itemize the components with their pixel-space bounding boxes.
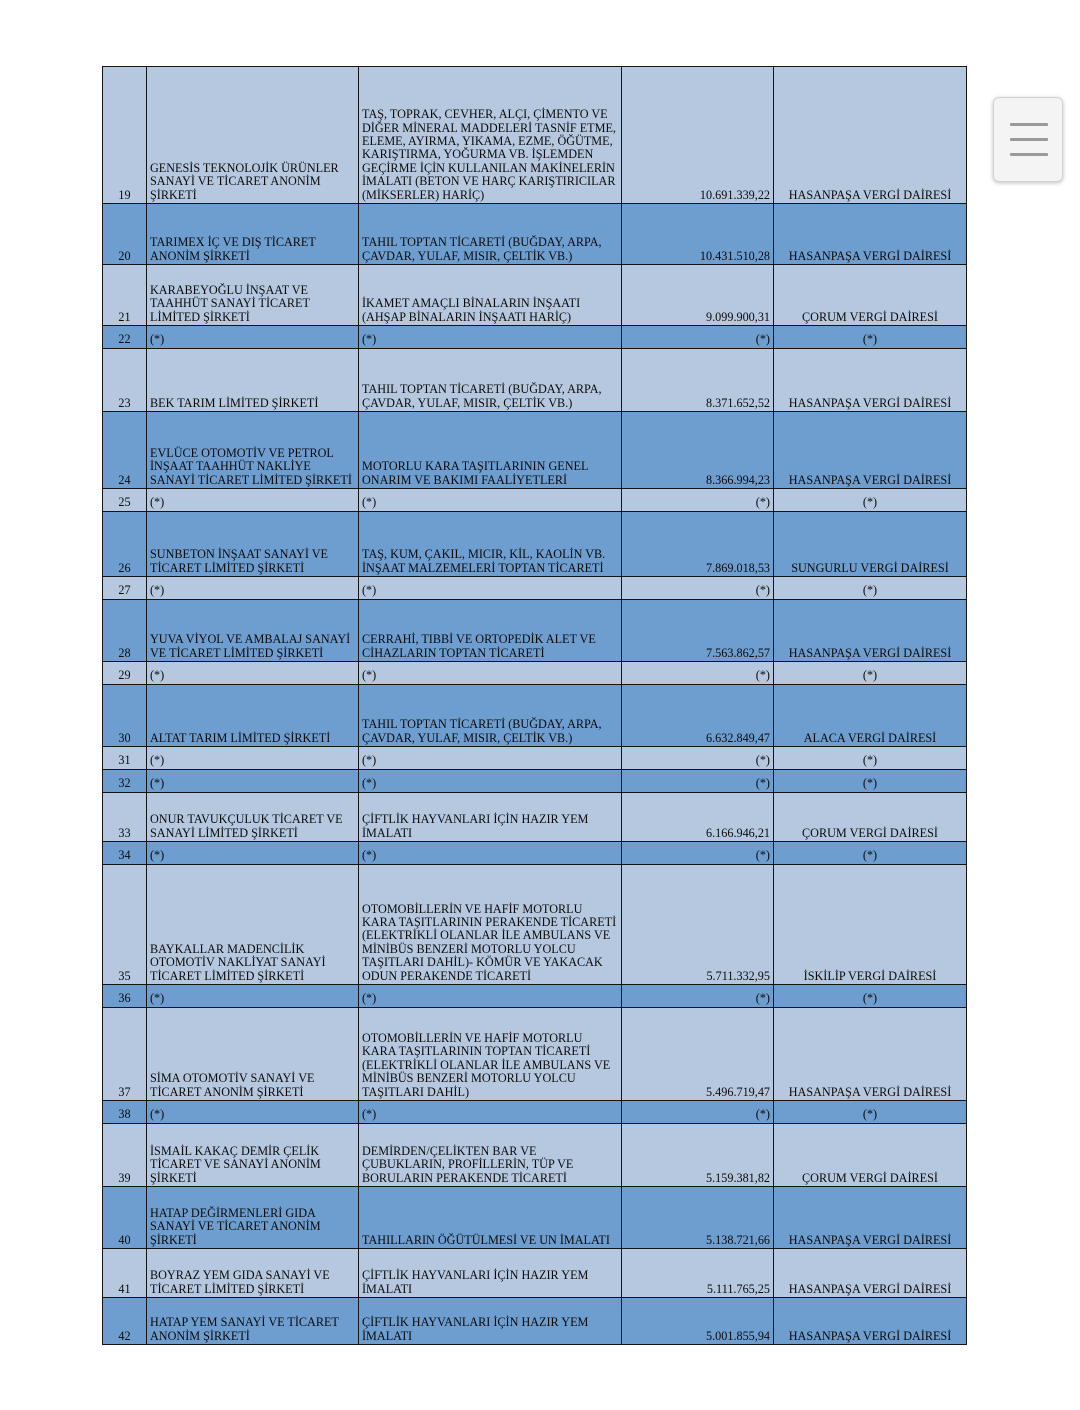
row-number: 36 <box>103 985 147 1008</box>
amount: (*) <box>622 662 774 685</box>
menu-button[interactable] <box>993 97 1063 182</box>
company-name: BAYKALLAR MADENCİLİK OTOMOTİV NAKLİYAT SANAYİ TİCARET LİMİTED ŞİRKETİ <box>147 865 359 985</box>
amount: (*) <box>622 985 774 1008</box>
amount: 6.166.946,21 <box>622 793 774 842</box>
row-number: 40 <box>103 1187 147 1249</box>
company-name: YUVA VİYOL VE AMBALAJ SANAYİ VE TİCARET LİMİTED ŞİRKETİ <box>147 600 359 662</box>
amount: 8.366.994,23 <box>622 412 774 489</box>
tax-office: (*) <box>774 1101 967 1124</box>
table-body <box>103 67 967 1345</box>
hamburger-bar <box>1010 153 1048 156</box>
tax-office: HASANPAŞA VERGİ DAİRESİ <box>774 349 967 412</box>
table-row <box>103 985 967 1008</box>
tax-office: HASANPAŞA VERGİ DAİRESİ <box>774 412 967 489</box>
row-number: 42 <box>103 1298 147 1345</box>
table-row <box>103 842 967 865</box>
tax-office: (*) <box>774 985 967 1008</box>
row-number: 33 <box>103 793 147 842</box>
amount: 5.138.721,66 <box>622 1187 774 1249</box>
row-number: 37 <box>103 1008 147 1101</box>
table-row <box>103 412 967 489</box>
amount: 8.371.652,52 <box>622 349 774 412</box>
amount: 5.496.719,47 <box>622 1008 774 1101</box>
table-row <box>103 770 967 793</box>
activity-description: (*) <box>359 770 622 793</box>
activity-description: ÇİFTLİK HAYVANLARI İÇİN HAZIR YEM İMALATI <box>359 793 622 842</box>
company-name: (*) <box>147 662 359 685</box>
table-row <box>103 747 967 770</box>
amount: 7.869.018,53 <box>622 512 774 577</box>
tax-office: HASANPAŞA VERGİ DAİRESİ <box>774 1187 967 1249</box>
amount: 9.099.900,31 <box>622 265 774 326</box>
table-row <box>103 489 967 512</box>
table-row <box>103 662 967 685</box>
hamburger-menu-icon <box>1010 123 1048 126</box>
amount: 5.111.765,25 <box>622 1249 774 1298</box>
company-name: BOYRAZ YEM GIDA SANAYİ VE TİCARET LİMİTED ŞİRKETİ <box>147 1249 359 1298</box>
tax-office: (*) <box>774 489 967 512</box>
activity-description: MOTORLU KARA TAŞITLARININ GENEL ONARIM VE BAKIMI FAALİYETLERİ <box>359 412 622 489</box>
amount: 6.632.849,47 <box>622 685 774 747</box>
amount: (*) <box>622 842 774 865</box>
company-name: SİMA OTOMOTİV SANAYİ VE TİCARET ANONİM ŞİRKETİ <box>147 1008 359 1101</box>
company-name: KARABEYOĞLU İNŞAAT VE TAAHHÜT SANAYİ TİCARET LİMİTED ŞİRKETİ <box>147 265 359 326</box>
company-name: SUNBETON İNŞAAT SANAYİ VE TİCARET LİMİTED ŞİRKETİ <box>147 512 359 577</box>
row-number: 41 <box>103 1249 147 1298</box>
activity-description: CERRAHİ, TIBBİ VE ORTOPEDİK ALET VE CİHAZLARIN TOPTAN TİCARETİ <box>359 600 622 662</box>
table-row <box>103 349 967 412</box>
company-name: HATAP DEĞİRMENLERİ GIDA SANAYİ VE TİCARET ANONİM ŞİRKETİ <box>147 1187 359 1249</box>
activity-description: (*) <box>359 577 622 600</box>
table-row <box>103 204 967 265</box>
company-name: TARIMEX İÇ VE DIŞ TİCARET ANONİM ŞİRKETİ <box>147 204 359 265</box>
tax-office: HASANPAŞA VERGİ DAİRESİ <box>774 204 967 265</box>
amount: (*) <box>622 747 774 770</box>
row-number: 23 <box>103 349 147 412</box>
amount: 5.001.855,94 <box>622 1298 774 1345</box>
tax-office: (*) <box>774 577 967 600</box>
row-number: 34 <box>103 842 147 865</box>
table-row <box>103 865 967 985</box>
tax-office: ÇORUM VERGİ DAİRESİ <box>774 265 967 326</box>
row-number: 26 <box>103 512 147 577</box>
company-name: BEK TARIM LİMİTED ŞİRKETİ <box>147 349 359 412</box>
amount: (*) <box>622 326 774 349</box>
table-row <box>103 1101 967 1124</box>
company-name: (*) <box>147 1101 359 1124</box>
row-number: 39 <box>103 1124 147 1187</box>
tax-office: HASANPAŞA VERGİ DAİRESİ <box>774 1008 967 1101</box>
activity-description: (*) <box>359 489 622 512</box>
company-name: (*) <box>147 985 359 1008</box>
tax-office: (*) <box>774 747 967 770</box>
company-name: (*) <box>147 842 359 865</box>
activity-description: OTOMOBİLLERİN VE HAFİF MOTORLU KARA TAŞITLARININ TOPTAN TİCARETİ (ELEKTRİKLİ OLANLAR İLE AMBULANS VE MİNİBÜS BENZERİ MOTORLU YOLCU TAŞITLARI DAHİL) <box>359 1008 622 1101</box>
amount: 5.711.332,95 <box>622 865 774 985</box>
row-number: 21 <box>103 265 147 326</box>
table-row <box>103 1187 967 1249</box>
amount: 5.159.381,82 <box>622 1124 774 1187</box>
row-number: 19 <box>103 67 147 204</box>
activity-description: (*) <box>359 747 622 770</box>
row-number: 35 <box>103 865 147 985</box>
row-number: 31 <box>103 747 147 770</box>
tax-office: (*) <box>774 662 967 685</box>
row-number: 30 <box>103 685 147 747</box>
table-row <box>103 67 967 204</box>
activity-description: (*) <box>359 842 622 865</box>
activity-description: ÇİFTLİK HAYVANLARI İÇİN HAZIR YEM İMALATI <box>359 1249 622 1298</box>
activity-description: (*) <box>359 662 622 685</box>
taxpayer-table <box>102 66 967 1345</box>
activity-description: İKAMET AMAÇLI BİNALARIN İNŞAATI (AHŞAP BİNALARIN İNŞAATI HARİÇ) <box>359 265 622 326</box>
tax-office: HASANPAŞA VERGİ DAİRESİ <box>774 600 967 662</box>
hamburger-bar <box>1010 138 1048 141</box>
row-number: 22 <box>103 326 147 349</box>
tax-office: (*) <box>774 326 967 349</box>
activity-description: TAHIL TOPTAN TİCARETİ (BUĞDAY, ARPA, ÇAVDAR, YULAF, MISIR, ÇELTİK VB.) <box>359 204 622 265</box>
amount: (*) <box>622 770 774 793</box>
amount: 7.563.862,57 <box>622 600 774 662</box>
tax-office: ÇORUM VERGİ DAİRESİ <box>774 793 967 842</box>
company-name: (*) <box>147 489 359 512</box>
table-row <box>103 1249 967 1298</box>
amount: (*) <box>622 577 774 600</box>
activity-description: DEMİRDEN/ÇELİKTEN BAR VE ÇUBUKLARIN, PROFİLLERİN, TÜP VE BORULARIN PERAKENDE TİCARETİ <box>359 1124 622 1187</box>
tax-office: HASANPAŞA VERGİ DAİRESİ <box>774 1249 967 1298</box>
activity-description: (*) <box>359 985 622 1008</box>
activity-description: (*) <box>359 326 622 349</box>
tax-office: ALACA VERGİ DAİRESİ <box>774 685 967 747</box>
amount: 10.691.339,22 <box>622 67 774 204</box>
activity-description: TAHIL TOPTAN TİCARETİ (BUĞDAY, ARPA, ÇAVDAR, YULAF, MISIR, ÇELTİK VB.) <box>359 349 622 412</box>
row-number: 25 <box>103 489 147 512</box>
activity-description: TAŞ, TOPRAK, CEVHER, ALÇI, ÇİMENTO VE DİĞER MİNERAL MADDELERİ TASNİF ETME, ELEME, AYIRMA, YIKAMA, EZME, ÖĞÜTME, KARIŞTIRMA, YOĞURMA VB. İŞLEMDEN GEÇİRME İÇİN KULLANILAN MAKİNELERİN İMALATI (BETON VE HARÇ KARIŞTIRICILAR (MİKSERLER) HARİÇ) <box>359 67 622 204</box>
table-row <box>103 1124 967 1187</box>
row-number: 32 <box>103 770 147 793</box>
table-row <box>103 326 967 349</box>
tax-office: (*) <box>774 842 967 865</box>
tax-office: SUNGURLU VERGİ DAİRESİ <box>774 512 967 577</box>
company-name: GENESİS TEKNOLOJİK ÜRÜNLER SANAYİ VE TİCARET ANONİM ŞİRKETİ <box>147 67 359 204</box>
company-name: (*) <box>147 770 359 793</box>
amount: 10.431.510,28 <box>622 204 774 265</box>
company-name: HATAP YEM SANAYİ VE TİCARET ANONİM ŞİRKETİ <box>147 1298 359 1345</box>
tax-office: İSKİLİP VERGİ DAİRESİ <box>774 865 967 985</box>
company-name: ONUR TAVUKÇULUK TİCARET VE SANAYİ LİMİTED ŞİRKETİ <box>147 793 359 842</box>
amount: (*) <box>622 489 774 512</box>
company-name: (*) <box>147 747 359 770</box>
company-name: (*) <box>147 326 359 349</box>
row-number: 24 <box>103 412 147 489</box>
tax-office: HASANPAŞA VERGİ DAİRESİ <box>774 1298 967 1345</box>
table-row <box>103 265 967 326</box>
row-number: 28 <box>103 600 147 662</box>
company-name: ALTAT TARIM LİMİTED ŞİRKETİ <box>147 685 359 747</box>
activity-description: ÇİFTLİK HAYVANLARI İÇİN HAZIR YEM İMALATI <box>359 1298 622 1345</box>
company-name: EVLÜCE OTOMOTİV VE PETROL İNŞAAT TAAHHÜT NAKLİYE SANAYİ TİCARET LİMİTED ŞİRKETİ <box>147 412 359 489</box>
activity-description: TAHILLARIN ÖĞÜTÜLMESİ VE UN İMALATI <box>359 1187 622 1249</box>
table-row <box>103 512 967 577</box>
row-number: 27 <box>103 577 147 600</box>
activity-description: TAHIL TOPTAN TİCARETİ (BUĞDAY, ARPA, ÇAVDAR, YULAF, MISIR, ÇELTİK VB.) <box>359 685 622 747</box>
amount: (*) <box>622 1101 774 1124</box>
table-row <box>103 685 967 747</box>
table-row <box>103 1298 967 1345</box>
table-row <box>103 793 967 842</box>
row-number: 38 <box>103 1101 147 1124</box>
row-number: 20 <box>103 204 147 265</box>
table-row <box>103 600 967 662</box>
tax-office: HASANPAŞA VERGİ DAİRESİ <box>774 67 967 204</box>
activity-description: OTOMOBİLLERİN VE HAFİF MOTORLU KARA TAŞITLARININ PERAKENDE TİCARETİ (ELEKTRİKLİ OLANLAR İLE AMBULANS VE MİNİBÜS BENZERİ MOTORLU YOLCU TAŞITLARI DAHİL)- KÖMÜR VE YAKACAK ODUN PERAKENDE TİCARETİ <box>359 865 622 985</box>
activity-description: TAŞ, KUM, ÇAKIL, MICIR, KİL, KAOLİN VB. İNŞAAT MALZEMELERİ TOPTAN TİCARETİ <box>359 512 622 577</box>
activity-description: (*) <box>359 1101 622 1124</box>
table-row <box>103 577 967 600</box>
company-name: İSMAİL KAKAÇ DEMİR ÇELİK TİCARET VE SANAYİ ANONİM ŞİRKETİ <box>147 1124 359 1187</box>
table-row <box>103 1008 967 1101</box>
row-number: 29 <box>103 662 147 685</box>
tax-office: ÇORUM VERGİ DAİRESİ <box>774 1124 967 1187</box>
tax-office: (*) <box>774 770 967 793</box>
company-name: (*) <box>147 577 359 600</box>
